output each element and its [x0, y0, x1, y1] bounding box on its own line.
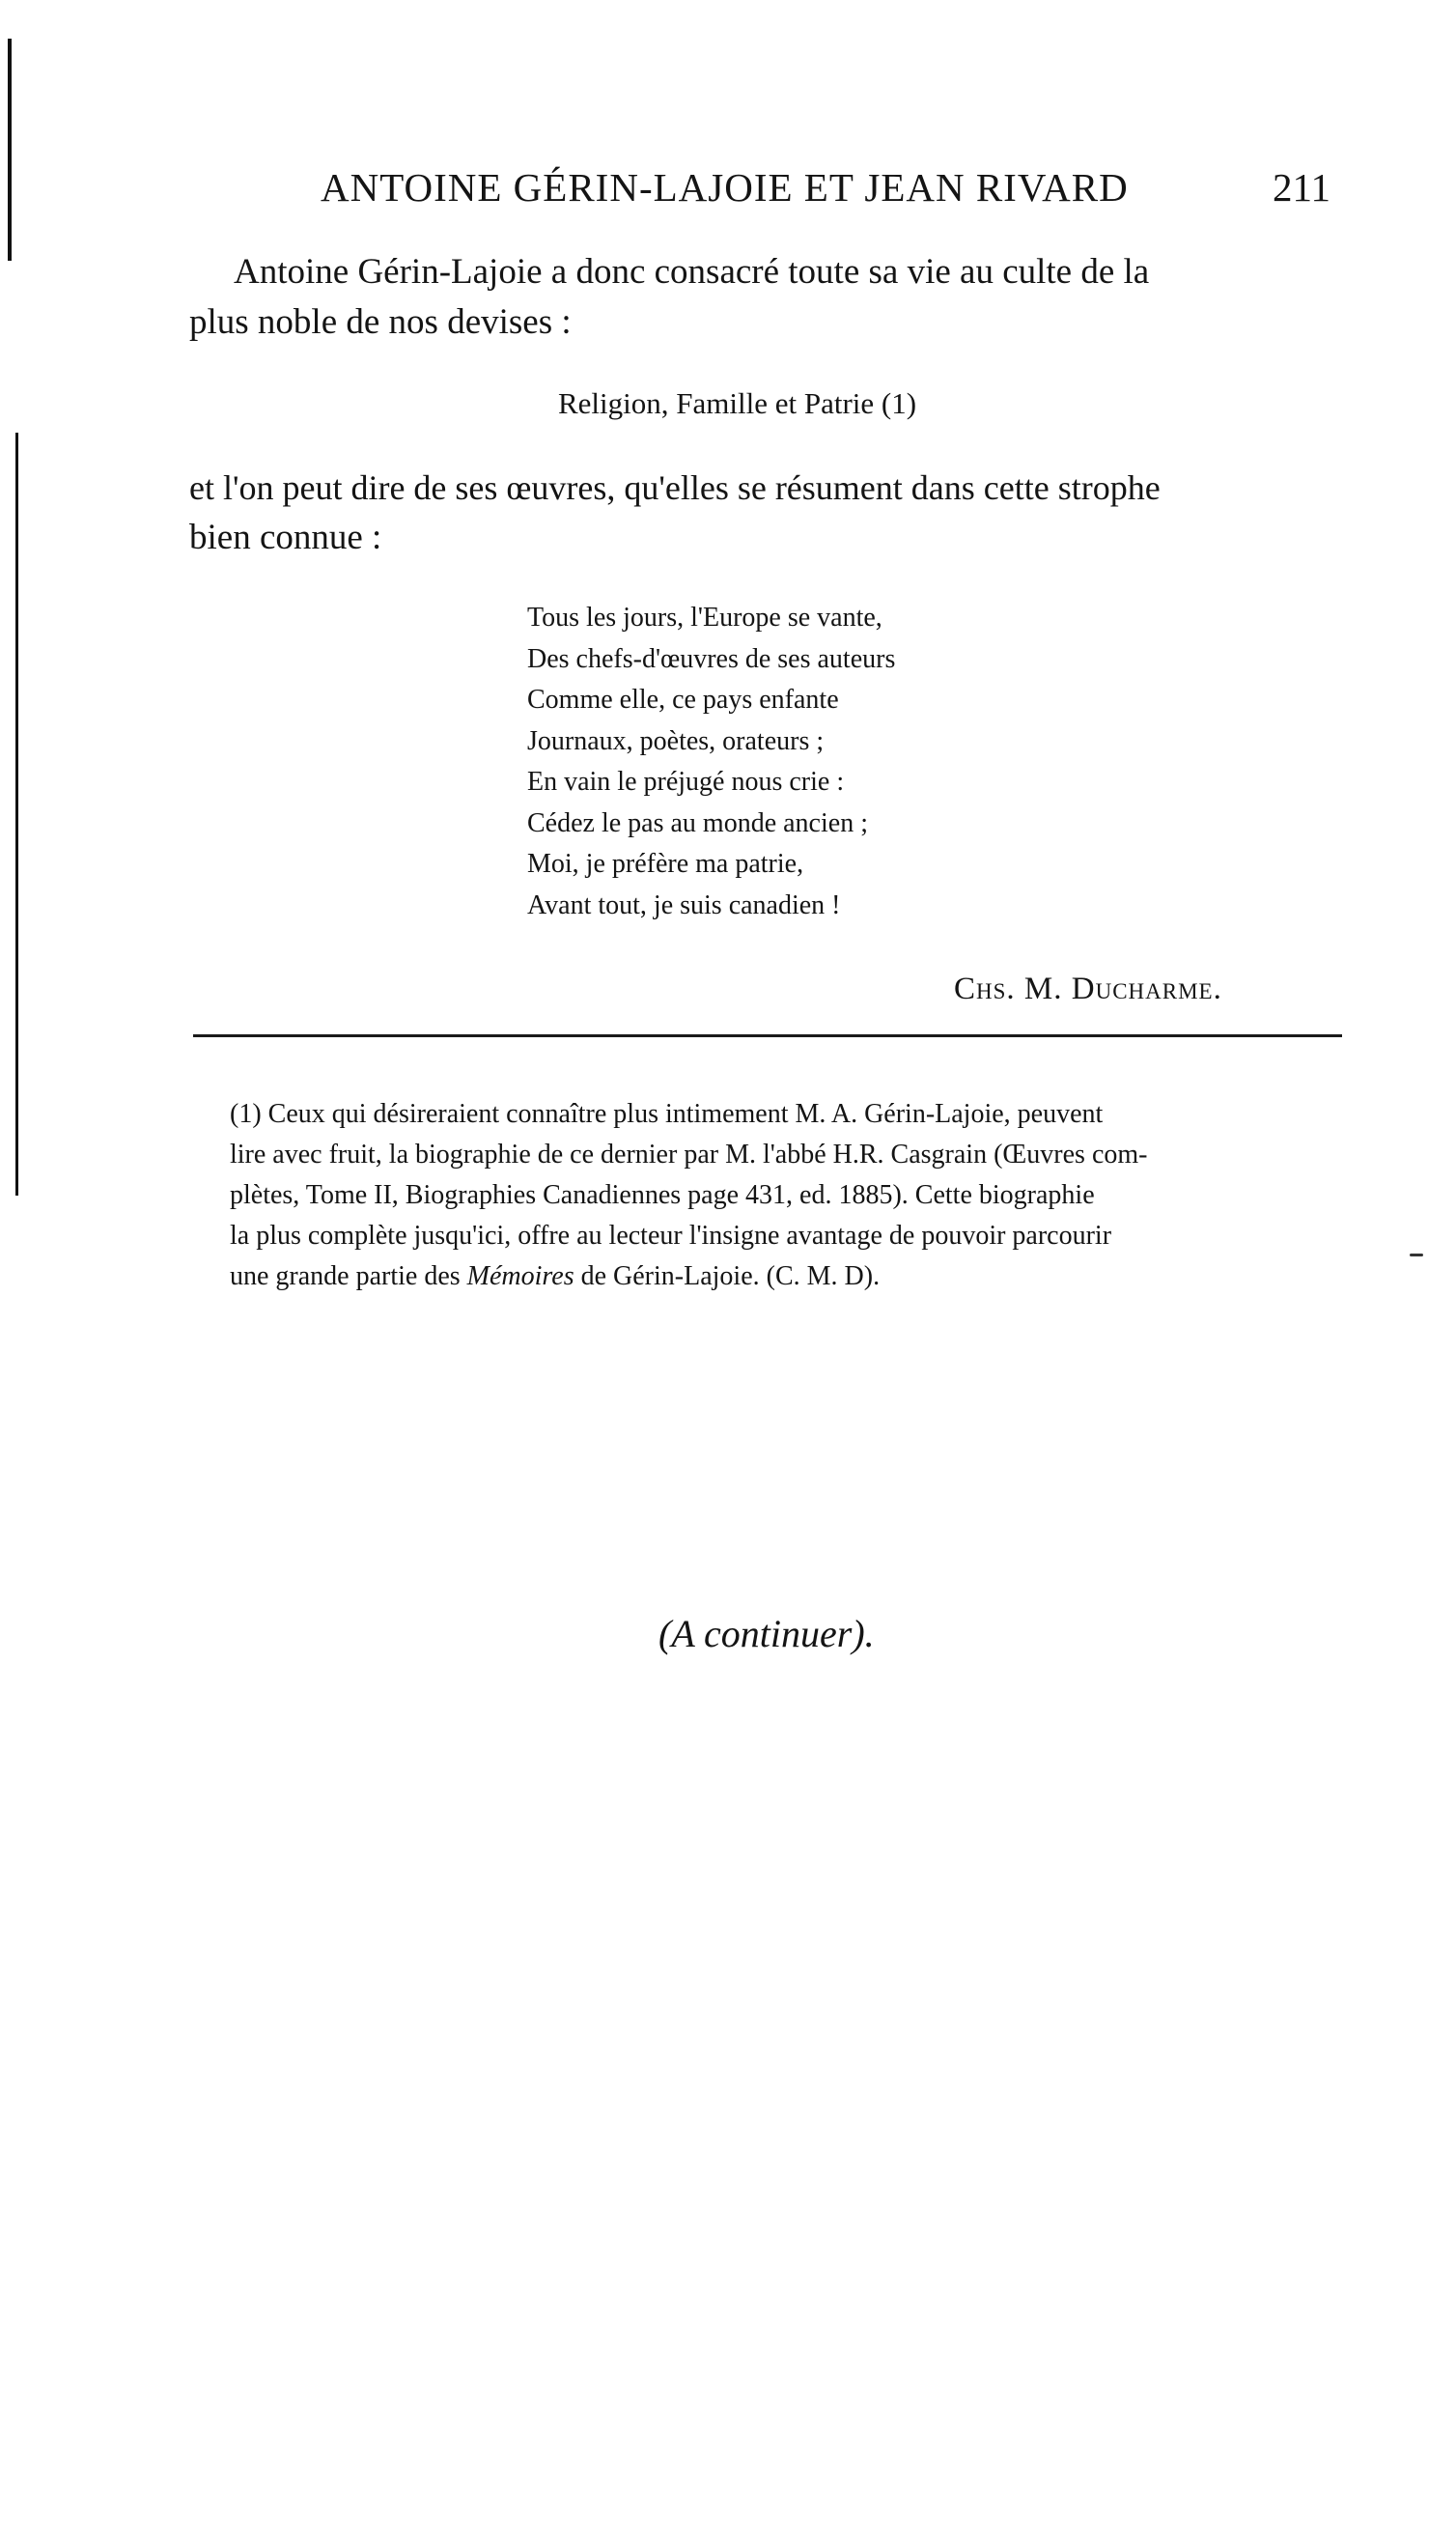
footnote-line: lire avec fruit, la biographie de ce dernier par M. l'abbé H.R. Casgrain (Œuvres com-	[230, 1140, 1148, 1170]
verse-line: Comme elle, ce pays enfante	[527, 685, 839, 715]
page-number: 211	[1273, 165, 1330, 210]
verse-line: Moi, je préfère ma patrie,	[527, 849, 804, 879]
verse-line: Des chefs-d'œuvres de ses auteurs	[527, 643, 896, 674]
memoires-title: Mémoires	[466, 1261, 574, 1291]
footnote-line: la plus complète jusqu'ici, offre au lecteur l'insigne avantage de pouvoir parcourir	[230, 1221, 1112, 1251]
verse-line: Cédez le pas au monde ancien ;	[527, 807, 868, 838]
footnote-line: (1) Ceux qui désireraient connaître plus intimement M. A. Gérin-Lajoie, peuvent	[230, 1099, 1104, 1129]
scan-speck	[1410, 1254, 1423, 1256]
verse-signature: Chs. M. Ducharme.	[954, 972, 1222, 1006]
continuation-note: (A continuer).	[658, 1612, 875, 1655]
intro-line-1: Antoine Gérin-Lajoie a donc consacré toute sa vie au culte de la	[234, 252, 1150, 292]
footnote-line: plètes, Tome II, Biographies Canadiennes page 431, ed. 1885). Cette biographie	[230, 1180, 1095, 1210]
verse-line: Journaux, poètes, orateurs ;	[527, 725, 825, 756]
footnote	[230, 1094, 1336, 1297]
footnote-divider	[193, 1034, 1342, 1037]
verse-line: Avant tout, je suis canadien !	[527, 889, 841, 920]
paragraph-2-line-2: bien connue :	[189, 518, 382, 557]
motto: Religion, Famille et Patrie (1)	[558, 386, 917, 420]
footnote-line: une grande partie des Mémoires de Gérin-Lajoie. (C. M. D).	[230, 1261, 881, 1291]
verse-stanza	[527, 598, 895, 926]
intro-line-2: plus noble de nos devises :	[189, 302, 572, 342]
scan-margin-artifact-top	[8, 39, 12, 261]
paragraph-2-line-1: et l'on peut dire de ses œuvres, qu'elles se résument dans cette strophe	[189, 468, 1161, 507]
verse-line: Tous les jours, l'Europe se vante,	[527, 603, 882, 633]
running-title: ANTOINE GÉRIN-LAJOIE ET JEAN RIVARD	[321, 165, 1129, 210]
scan-margin-artifact-bottom	[15, 433, 18, 1196]
verse-line: En vain le préjugé nous crie :	[527, 767, 845, 797]
